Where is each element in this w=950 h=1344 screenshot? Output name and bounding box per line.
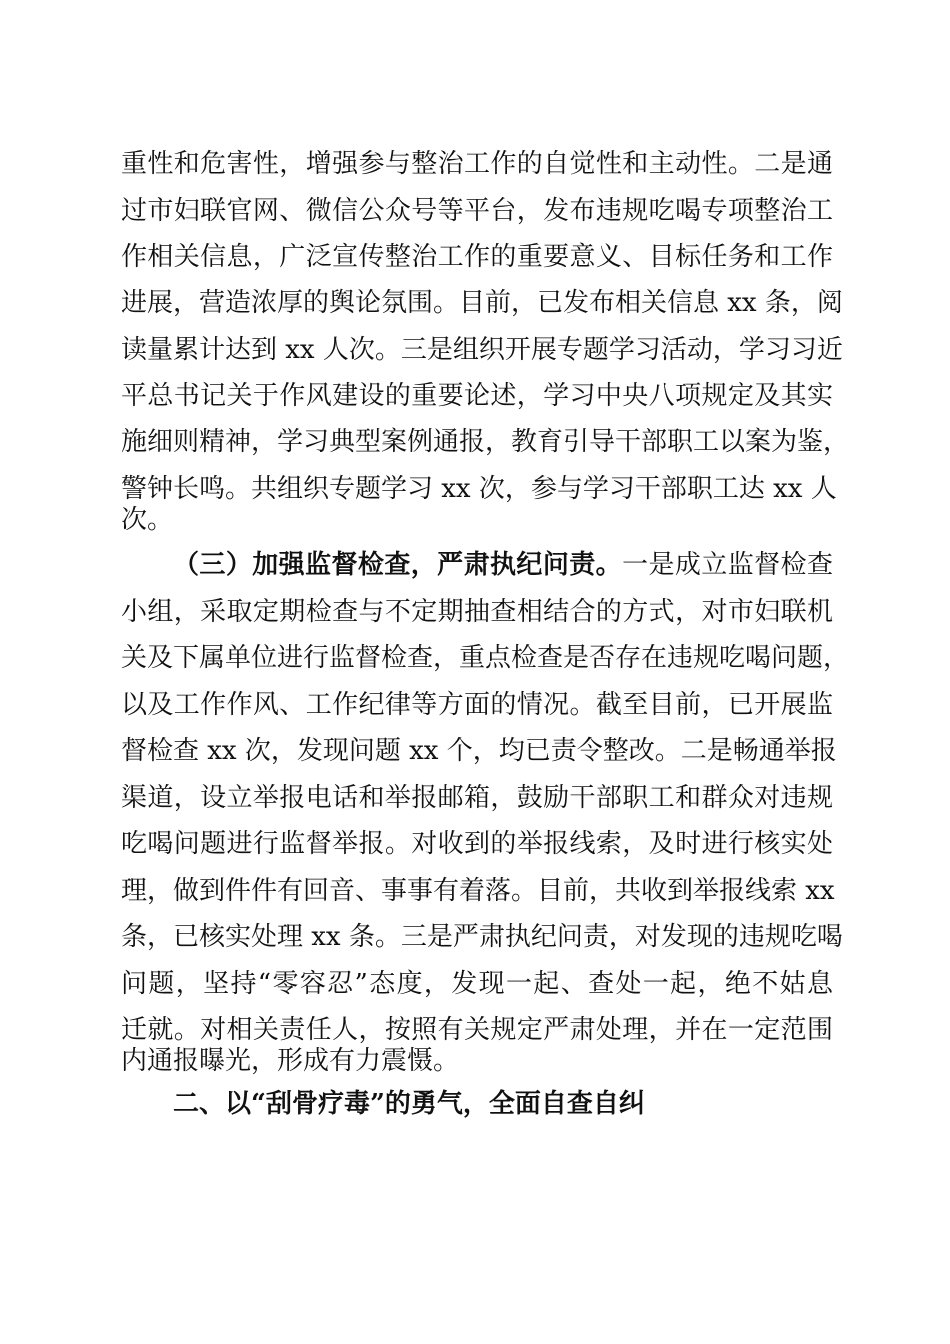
paragraph-line: 以及工作作风、工作纪律等方面的情况。截至目前，已开展监	[121, 690, 833, 720]
paragraph-line: 施细则精神，学习典型案例通报，教育引导干部职工以案为鉴，	[121, 427, 850, 457]
section-3-first-line	[173, 542, 833, 588]
paragraph-line: 渠道，设立举报电话和举报邮箱，鼓励干部职工和群众对违规	[121, 783, 833, 813]
paragraph-line: 进展，营造浓厚的舆论氛围。目前，已发布相关信息 xx 条，阅	[121, 288, 843, 318]
paragraph-line: 读量累计达到 xx 人次。三是组织开展专题学习活动，学习习近	[121, 335, 843, 365]
paragraph-line: 理，做到件件有回音、事事有着落。目前，共收到举报线索 xx	[121, 876, 835, 906]
paragraph-line: 小组，采取定期检查与不定期抽查相结合的方式，对市妇联机	[121, 597, 833, 627]
paragraph-line: 条，已核实处理 xx 条。三是严肃执纪问责，对发现的违规吃喝	[121, 922, 843, 952]
paragraph-line: 吃喝问题进行监督举报。对收到的举报线索，及时进行核实处	[121, 829, 833, 859]
paragraph-line: 问题，坚持“零容忍”态度，发现一起、查处一起，绝不姑息	[121, 969, 833, 999]
paragraph-line: 关及下属单位进行监督检查，重点检查是否存在违规吃喝问题，	[121, 643, 850, 673]
paragraph-line: 重性和危害性，增强参与整治工作的自觉性和主动性。二是通	[121, 149, 833, 179]
paragraph-line: 平总书记关于作风建设的重要论述，学习中央八项规定及其实	[121, 381, 833, 411]
paragraph-line: 警钟长鸣。共组织专题学习 xx 次，参与学习干部职工达 xx 人	[121, 474, 837, 504]
paragraph-line: 督检查 xx 次，发现问题 xx 个，均已责令整改。二是畅通举报	[121, 736, 837, 766]
paragraph-line: 次。	[121, 505, 174, 535]
section-3-first-line-rest: 一是成立监督检查	[622, 550, 833, 580]
paragraph-line: 过市妇联官网、微信公众号等平台，发布违规吃喝专项整治工	[121, 196, 833, 226]
section-heading: 二、以“刮骨疗毒”的勇气，全面自查自纠	[173, 1089, 645, 1119]
paragraph-line: 作相关信息，广泛宣传整治工作的重要意义、目标任务和工作	[121, 242, 833, 272]
paragraph-line: 迁就。对相关责任人，按照有关规定严肃处理，并在一定范围	[121, 1015, 833, 1045]
paragraph-line: 内通报曝光，形成有力震慑。	[121, 1046, 460, 1076]
section-3-title: （三）加强监督检查，严肃执纪问责。	[173, 550, 623, 580]
